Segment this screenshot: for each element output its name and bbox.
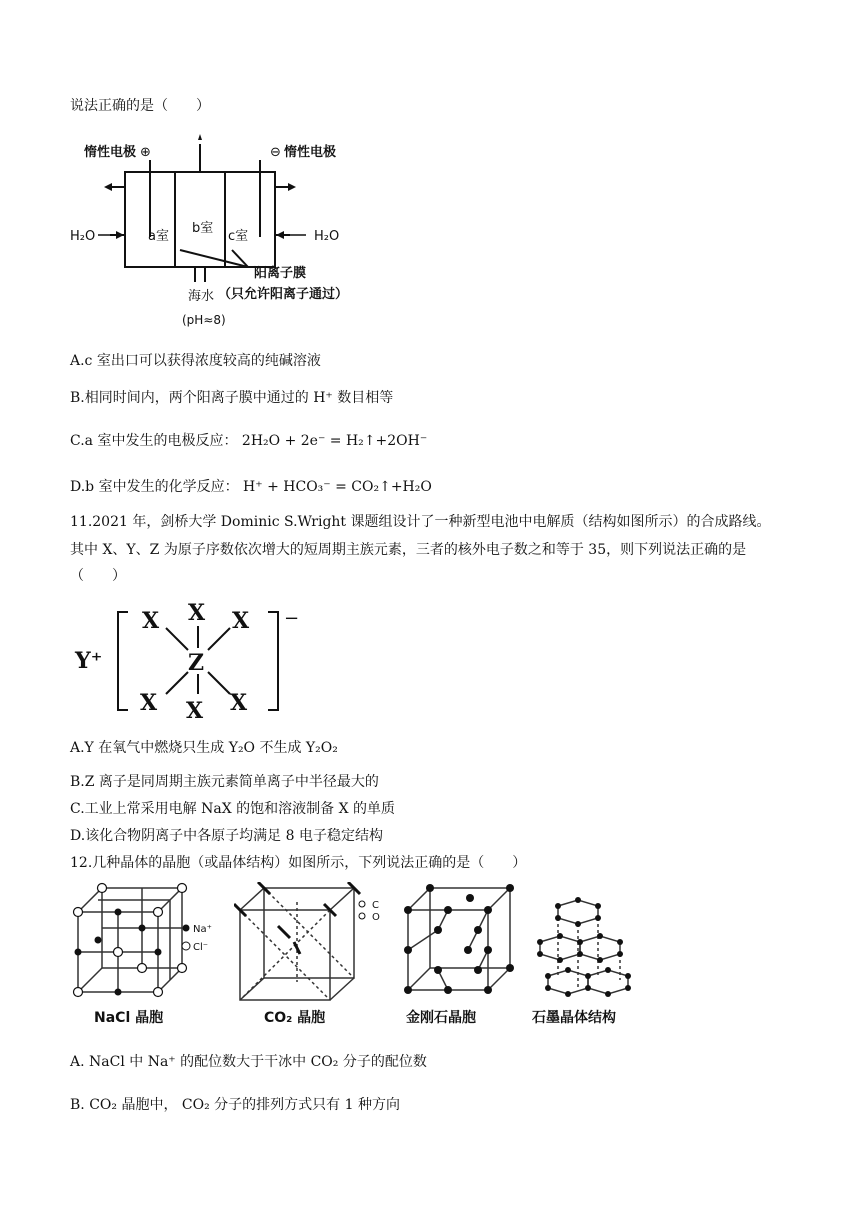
right-electrode-label: 惰性电极 — [284, 145, 337, 160]
ligand-bottom: X — [186, 698, 204, 723]
nacl-legend-cl: Cl⁻ — [193, 942, 209, 953]
q11-option-d: D.该化合物阴离子中各原子均满足 8 电子稳定结构 — [70, 828, 383, 844]
h2o-right-label: H₂O — [314, 229, 340, 244]
nacl-unit-cell — [70, 880, 220, 1030]
co2-unit-cell — [234, 882, 394, 1032]
room-c-label: c室 — [228, 229, 249, 244]
room-a-label: a室 — [148, 229, 169, 244]
nacl-legend-na: Na⁺ — [193, 924, 212, 935]
electrolysis-cell-diagram — [70, 132, 380, 332]
co2-caption: CO₂ 晶胞 — [264, 1010, 326, 1026]
q10-option-d: D.b 室中发生的化学反应： H⁺ + HCO₃⁻ = CO₂↑+H₂O — [70, 479, 432, 495]
left-electrode-label: 惰性电极 — [84, 145, 137, 160]
ligand-upper-right: X — [232, 608, 250, 634]
ligand-upper-left: X — [142, 608, 160, 634]
co2-legend-o: O — [372, 912, 380, 923]
graphite-caption: 石墨晶体结构 — [532, 1010, 616, 1026]
q12-stem: 12.几种晶体的晶胞（或晶体结构）如图所示，下列说法正确的是（ ） — [70, 855, 527, 871]
anode-sign: ⊕ — [140, 145, 151, 160]
cation-label: Y⁺ — [75, 648, 103, 674]
seawater-label: 海水 — [188, 289, 215, 304]
q10-option-b: B.相同时间内，两个阳离子膜中通过的 H⁺ 数目相等 — [70, 390, 394, 406]
q11-option-b: B.Z 离子是同周期主族元素简单离子中半径最大的 — [70, 774, 379, 790]
h2o-left-label: H₂O — [70, 229, 96, 244]
membrane-note: （只允许阳离子通过） — [218, 287, 349, 302]
anion-charge: − — [284, 608, 300, 629]
question-continuation: 说法正确的是（ ） — [70, 98, 210, 114]
membrane-label: 阳离子膜 — [254, 266, 307, 281]
q10-option-a: A.c 室出口可以获得浓度较高的纯碱溶液 — [70, 353, 321, 369]
room-b-label: b室 — [192, 221, 214, 236]
co2-legend-c: C — [372, 900, 379, 911]
q10-option-c: C.a 室中发生的电极反应： 2H₂O + 2e⁻ = H₂↑+2OH⁻ — [70, 433, 428, 449]
q12-option-b: B. CO₂ 晶胞中， CO₂ 分子的排列方式只有 1 种方向 — [70, 1097, 400, 1113]
diamond-caption: 金刚石晶胞 — [406, 1010, 476, 1026]
ligand-top: X — [188, 600, 206, 626]
central-atom: Z — [188, 650, 205, 676]
q12-option-a: A. NaCl 中 Na⁺ 的配位数大于干冰中 CO₂ 分子的配位数 — [70, 1054, 427, 1070]
ligand-lower-left: X — [140, 690, 158, 716]
q11-stem-line2: 其中 X、Y、Z 为原子序数依次增大的短周期主族元素，三者的核外电子数之和等于 35，则下列说法正确的是 — [70, 542, 747, 558]
ph-label: (pH≈8) — [182, 313, 226, 327]
nacl-caption: NaCl 晶胞 — [94, 1010, 164, 1026]
graphite-structure — [528, 896, 648, 1032]
anion-structure-diagram — [70, 598, 310, 723]
q11-option-c: C.工业上常采用电解 NaX 的饱和溶液制备 X 的单质 — [70, 801, 395, 817]
cathode-sign: ⊖ — [270, 145, 281, 160]
q11-stem-line3: （ ） — [70, 568, 126, 584]
q11-option-a: A.Y 在氧气中燃烧只生成 Y₂O 不生成 Y₂O₂ — [70, 740, 338, 756]
ligand-lower-right: X — [230, 690, 248, 716]
q11-stem-line1: 11.2021 年，剑桥大学 Dominic S.Wright 课题组设计了一种新型电池中电解质（结构如图所示）的合成路线。 — [70, 514, 771, 530]
diamond-unit-cell — [402, 884, 522, 1032]
